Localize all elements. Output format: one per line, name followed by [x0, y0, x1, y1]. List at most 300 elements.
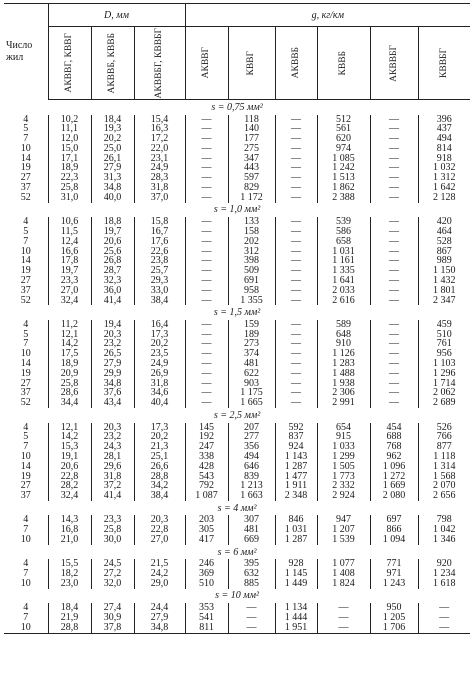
table-cell: 203 [185, 515, 228, 525]
table-cell: 16,6 [48, 247, 91, 257]
table-cell: 34,2 [134, 481, 185, 491]
table-row [4, 276, 470, 286]
table-cell: 18,8 [91, 217, 134, 227]
table-cell: 21,5 [134, 559, 185, 569]
table-cell: 2 332 [317, 481, 370, 491]
table-cell: 420 [418, 217, 470, 227]
table-cell: 1 505 [317, 462, 370, 472]
wires-count-cell: 14 [20, 359, 31, 369]
table-cell: 20,3 [91, 330, 134, 340]
table-cell: 632 [228, 569, 275, 579]
table-cell: 28,8 [48, 623, 91, 633]
table-cell: 454 [370, 423, 418, 433]
table-cell: 26,1 [91, 154, 134, 164]
table-cell: 1 444 [275, 613, 317, 623]
table-cell: 1 477 [275, 472, 317, 482]
table-cell: 207 [228, 423, 275, 433]
table-cell: 1 103 [418, 359, 470, 369]
table-row [4, 144, 470, 154]
column-header-label: КВВГ [246, 50, 257, 76]
table-cell: 811 [185, 623, 228, 633]
table-cell: 21,3 [134, 442, 185, 452]
wires-count-cell: 7 [23, 236, 29, 247]
table-cell: 481 [228, 525, 275, 535]
table-cell: 561 [317, 124, 370, 134]
table-cell: 846 [275, 515, 317, 525]
table-cell: 24,9 [134, 163, 185, 173]
table-cell: 25,8 [91, 525, 134, 535]
table-cell: 246 [185, 559, 228, 569]
table-cell: 1 938 [317, 379, 370, 389]
table-cell: — [185, 359, 228, 369]
table-cell: 305 [185, 525, 228, 535]
table-cell: 27,0 [48, 286, 91, 296]
wires-count-cell: 10 [4, 623, 48, 633]
table-cell: 867 [418, 247, 470, 257]
table-cell: 1 408 [317, 569, 370, 579]
table-row [4, 525, 470, 535]
wires-count-cell: 52 [20, 295, 31, 306]
table-cell: 928 [275, 559, 317, 569]
table-cell: 17,3 [134, 423, 185, 433]
table-row [4, 163, 470, 173]
table-cell: 837 [275, 432, 317, 442]
table-row [4, 559, 470, 569]
table-cell: 1 077 [317, 559, 370, 569]
table-cell: 17,6 [134, 237, 185, 247]
wires-count-cell: 5 [23, 226, 29, 237]
table-cell: — [185, 144, 228, 154]
table-cell: 22,0 [134, 144, 185, 154]
table-cell: 1 172 [228, 193, 275, 203]
table-cell: 1 296 [418, 369, 470, 379]
table-cell: 32,0 [91, 579, 134, 589]
wires-count-cell: 5 [23, 124, 29, 135]
table-cell: 866 [370, 525, 418, 535]
table-cell: 18,9 [48, 163, 91, 173]
table-row [4, 154, 470, 164]
table-cell: 26,5 [91, 349, 134, 359]
table-cell: 1 801 [418, 286, 470, 296]
section-label: s = 10 мм² [215, 590, 259, 602]
table-cell: — [275, 154, 317, 164]
table-cell: — [275, 276, 317, 286]
table-cell: 159 [228, 320, 275, 330]
table-cell: — [185, 276, 228, 286]
table-cell: 1 161 [317, 256, 370, 266]
table-cell: — [185, 247, 228, 257]
table-row [4, 472, 470, 482]
table-cell: 1 094 [370, 535, 418, 545]
table-cell: 1 205 [370, 613, 418, 623]
table-cell: 23,1 [134, 154, 185, 164]
table-cell: 27,9 [134, 613, 185, 623]
wires-count-cell: 27 [20, 378, 31, 389]
table-cell: 28,7 [91, 266, 134, 276]
table-cell: 347 [228, 154, 275, 164]
table-cell: — [275, 388, 317, 398]
table-row [4, 115, 470, 125]
table-cell: 1 642 [418, 183, 470, 193]
table-cell: 1 242 [317, 163, 370, 173]
table-cell: — [275, 320, 317, 330]
table-cell: — [185, 388, 228, 398]
table-cell: — [275, 369, 317, 379]
table-cell: 38,4 [134, 491, 185, 501]
table-cell: 20,9 [48, 369, 91, 379]
table-cell: 766 [418, 432, 470, 442]
table-cell: 140 [228, 124, 275, 134]
table-cell: 17,5 [48, 349, 91, 359]
table-cell: 374 [228, 349, 275, 359]
table-cell: 15,0 [48, 144, 91, 154]
table-row [4, 349, 470, 359]
table-cell: 2 924 [317, 491, 370, 501]
table-cell: 2 080 [370, 491, 418, 501]
table-cell: 189 [228, 330, 275, 340]
table-cell: 1 641 [317, 276, 370, 286]
table-cell: 28,8 [134, 472, 185, 482]
table-cell: 16,3 [134, 124, 185, 134]
table-cell: 910 [317, 339, 370, 349]
wires-count-cell: 37 [20, 285, 31, 296]
table-cell: — [275, 144, 317, 154]
column-header-g-5 [370, 27, 418, 100]
table-cell: 12,4 [48, 237, 91, 247]
table-cell: — [185, 134, 228, 144]
table-row [4, 579, 470, 589]
table-row [4, 535, 470, 545]
table-cell: 25,1 [134, 452, 185, 462]
table-cell: — [317, 613, 370, 623]
table-cell: 1 911 [275, 481, 317, 491]
cable-spec-table [4, 3, 470, 634]
table-cell: 2 070 [418, 481, 470, 491]
table-cell: 20,3 [134, 515, 185, 525]
table-cell: 589 [317, 320, 370, 330]
wires-count-cell: 37 [20, 388, 31, 399]
table-cell: 398 [228, 256, 275, 266]
table-cell: — [185, 154, 228, 164]
table-row [4, 330, 470, 340]
table-cell: 1 096 [370, 462, 418, 472]
table-cell: — [370, 237, 418, 247]
table-cell: 1 539 [317, 535, 370, 545]
table-cell: 510 [418, 330, 470, 340]
table-cell: 40,0 [91, 193, 134, 203]
table-cell: — [370, 369, 418, 379]
table-cell: 27,4 [91, 603, 134, 613]
table-cell: 1 663 [228, 491, 275, 501]
table-cell: 26,6 [134, 462, 185, 472]
column-header-d-2 [91, 27, 134, 100]
table-cell: — [275, 256, 317, 266]
table-cell: 31,8 [91, 472, 134, 482]
table-cell: 1 824 [317, 579, 370, 589]
table-cell: 1 175 [228, 388, 275, 398]
column-header-g-1 [185, 27, 228, 100]
table-cell: — [185, 369, 228, 379]
table-cell: 839 [228, 472, 275, 482]
wires-count-cell: 52 [20, 398, 31, 409]
wires-count-cell: 37 [20, 491, 31, 501]
table-cell: 23,5 [134, 349, 185, 359]
table-cell: — [228, 603, 275, 613]
table-cell: — [275, 193, 317, 203]
table-cell: — [370, 163, 418, 173]
table-row [4, 481, 470, 491]
table-cell: 24,9 [134, 359, 185, 369]
table-row [4, 183, 470, 193]
table-row [4, 193, 470, 203]
table-cell: 915 [317, 432, 370, 442]
section-label: s = 0,75 мм² [211, 101, 263, 113]
table-row [4, 623, 470, 633]
table-cell: 1 773 [317, 472, 370, 482]
table-cell: 15,5 [48, 559, 91, 569]
wires-count-cell: 4 [23, 515, 29, 526]
wires-count-cell: 27 [20, 481, 31, 492]
table-cell: 1 355 [228, 296, 275, 306]
table-cell: 16,4 [134, 320, 185, 330]
wires-count-cell: 10 [20, 143, 31, 154]
table-cell: 658 [317, 237, 370, 247]
table-cell: 1 243 [370, 579, 418, 589]
table-cell: 2 388 [317, 193, 370, 203]
table-cell: 31,8 [134, 183, 185, 193]
table-cell: — [370, 359, 418, 369]
table-cell: 31,8 [134, 379, 185, 389]
table-cell: — [185, 163, 228, 173]
table-header [4, 4, 470, 100]
table-cell: 2 347 [418, 296, 470, 306]
table-row [4, 256, 470, 266]
table-cell: 437 [418, 124, 470, 134]
wires-count-cell: 7 [23, 525, 29, 535]
table-cell: 22,8 [48, 472, 91, 482]
table-cell: 20,2 [134, 339, 185, 349]
table-cell: 1 568 [418, 472, 470, 482]
table-cell: — [185, 227, 228, 237]
table-cell: 1 085 [317, 154, 370, 164]
table-cell: — [317, 623, 370, 633]
table-cell: 25,7 [134, 266, 185, 276]
table-cell: 30,9 [91, 613, 134, 623]
weight-group-header: g, кг/км [185, 4, 470, 27]
table-cell: 1 126 [317, 349, 370, 359]
table-cell: 1 287 [275, 535, 317, 545]
table-cell: 29,0 [134, 579, 185, 589]
section-label: s = 1,0 мм² [213, 204, 261, 216]
table-cell: 11,2 [48, 320, 91, 330]
table-cell: 27,9 [91, 359, 134, 369]
table-cell: 1 488 [317, 369, 370, 379]
table-cell: — [275, 349, 317, 359]
table-cell: 1 234 [418, 569, 470, 579]
table-cell: — [228, 613, 275, 623]
table-cell: — [275, 286, 317, 296]
table-cell: — [228, 623, 275, 633]
table-cell: — [370, 134, 418, 144]
table-cell: 118 [228, 115, 275, 125]
table-cell: 31,0 [48, 193, 91, 203]
section-header-row [4, 305, 470, 320]
table-cell: 23,0 [48, 579, 91, 589]
section-label: s = 1,5 мм² [213, 307, 261, 319]
wires-count-cell: 4 [23, 217, 29, 227]
table-cell: 586 [317, 227, 370, 237]
table-cell: 247 [185, 442, 228, 452]
table-cell: 761 [418, 339, 470, 349]
table-cell: 1 272 [370, 472, 418, 482]
table-row [4, 296, 470, 306]
table-row [4, 217, 470, 227]
table-cell: — [370, 183, 418, 193]
table-cell: 312 [228, 247, 275, 257]
table-cell: — [185, 330, 228, 340]
table-cell: 950 [370, 603, 418, 613]
table-cell: — [275, 183, 317, 193]
table-cell: — [275, 217, 317, 227]
table-cell: — [275, 359, 317, 369]
table-cell: 1 042 [418, 525, 470, 535]
wires-count-cell: 7 [23, 612, 29, 623]
table-row [4, 339, 470, 349]
table-cell: 19,1 [48, 452, 91, 462]
column-header-label: АКВВГ [201, 47, 212, 79]
table-cell: 29,6 [91, 462, 134, 472]
table-cell: — [370, 115, 418, 125]
wires-count-cell: 19 [20, 266, 31, 276]
table-cell: 829 [228, 183, 275, 193]
column-header-g-6 [418, 27, 470, 100]
table-cell: 974 [317, 144, 370, 154]
table-cell: — [370, 398, 418, 408]
table-cell: 1 449 [275, 579, 317, 589]
table-row [4, 124, 470, 134]
table-cell: 20,6 [91, 237, 134, 247]
wires-count-cell: 5 [23, 432, 29, 443]
table-cell: 510 [185, 579, 228, 589]
table-row [4, 442, 470, 452]
table-cell: 12,0 [48, 134, 91, 144]
table-row [4, 286, 470, 296]
wires-count-cell: 14 [20, 256, 31, 267]
table-cell: 22,3 [48, 173, 91, 183]
table-cell: — [370, 217, 418, 227]
table-cell: — [370, 339, 418, 349]
table-cell: — [370, 173, 418, 183]
table-cell: 21,9 [48, 613, 91, 623]
table-cell: 885 [228, 579, 275, 589]
table-cell: 395 [228, 559, 275, 569]
table-cell: 654 [317, 423, 370, 433]
table-cell: 28,6 [48, 388, 91, 398]
column-header-d-1 [48, 27, 91, 100]
table-cell: 526 [418, 423, 470, 433]
section-header-row [4, 545, 470, 560]
table-cell: 771 [370, 559, 418, 569]
table-cell: 1 618 [418, 579, 470, 589]
table-cell: 37,0 [134, 193, 185, 203]
table-cell: 1 145 [275, 569, 317, 579]
table-cell: — [275, 296, 317, 306]
wires-count-cell: 4 [23, 319, 29, 330]
table-cell: 24,2 [134, 569, 185, 579]
column-header-g-4 [317, 27, 370, 100]
table-cell: 369 [185, 569, 228, 579]
table-cell: 1 283 [317, 359, 370, 369]
table-cell: 1 706 [370, 623, 418, 633]
table-row [4, 266, 470, 276]
table-cell: — [370, 379, 418, 389]
table-cell: 27,9 [91, 163, 134, 173]
table-cell: 2 128 [418, 193, 470, 203]
table-cell: 16,7 [134, 227, 185, 237]
table-cell: 22,6 [134, 247, 185, 257]
table-cell: 2 616 [317, 296, 370, 306]
table-row [4, 359, 470, 369]
table-cell: 17,8 [48, 256, 91, 266]
table-row [4, 569, 470, 579]
table-cell: 16,8 [48, 525, 91, 535]
column-header-g-2 [228, 27, 275, 100]
table-cell: 41,4 [91, 491, 134, 501]
column-header-g-3 [275, 27, 317, 100]
wires-count-cell: 37 [20, 183, 31, 193]
wires-count-cell: 10 [20, 451, 31, 462]
table-row [4, 320, 470, 330]
table-cell: 18,9 [48, 359, 91, 369]
table-cell: 20,3 [91, 423, 134, 433]
table-cell: 37,2 [91, 481, 134, 491]
table-cell: — [275, 266, 317, 276]
table-cell: — [370, 266, 418, 276]
section-header-row [4, 408, 470, 423]
wires-count-cell: 27 [20, 275, 31, 286]
table-cell: — [418, 603, 470, 613]
table-cell: — [185, 339, 228, 349]
wires-count-cell: 14 [20, 153, 31, 164]
table-cell: 597 [228, 173, 275, 183]
wires-count-cell: 10 [20, 246, 31, 257]
wires-count-header: Число жил [4, 4, 48, 100]
table-cell: — [370, 144, 418, 154]
table-row [4, 432, 470, 442]
table-cell: 2 348 [275, 491, 317, 501]
table-cell: 34,4 [48, 398, 91, 408]
table-cell: 798 [418, 515, 470, 525]
table-cell: 1 312 [418, 173, 470, 183]
table-cell: 41,4 [91, 296, 134, 306]
table-cell: 528 [418, 237, 470, 247]
table-cell: — [185, 349, 228, 359]
table-cell: 396 [418, 115, 470, 125]
table-cell: — [185, 124, 228, 134]
table-cell: 23,2 [91, 339, 134, 349]
section-header-row [4, 100, 470, 115]
table-cell: 768 [370, 442, 418, 452]
table-cell: 541 [185, 613, 228, 623]
table-cell: 273 [228, 339, 275, 349]
wires-count-cell: 19 [20, 471, 31, 482]
table-cell: 22,8 [134, 525, 185, 535]
table-cell: 26,8 [91, 256, 134, 266]
table-cell: 443 [228, 163, 275, 173]
wires-count-cell: 4 [23, 422, 29, 433]
table-cell: 12,1 [48, 423, 91, 433]
table-cell: 23,3 [91, 515, 134, 525]
